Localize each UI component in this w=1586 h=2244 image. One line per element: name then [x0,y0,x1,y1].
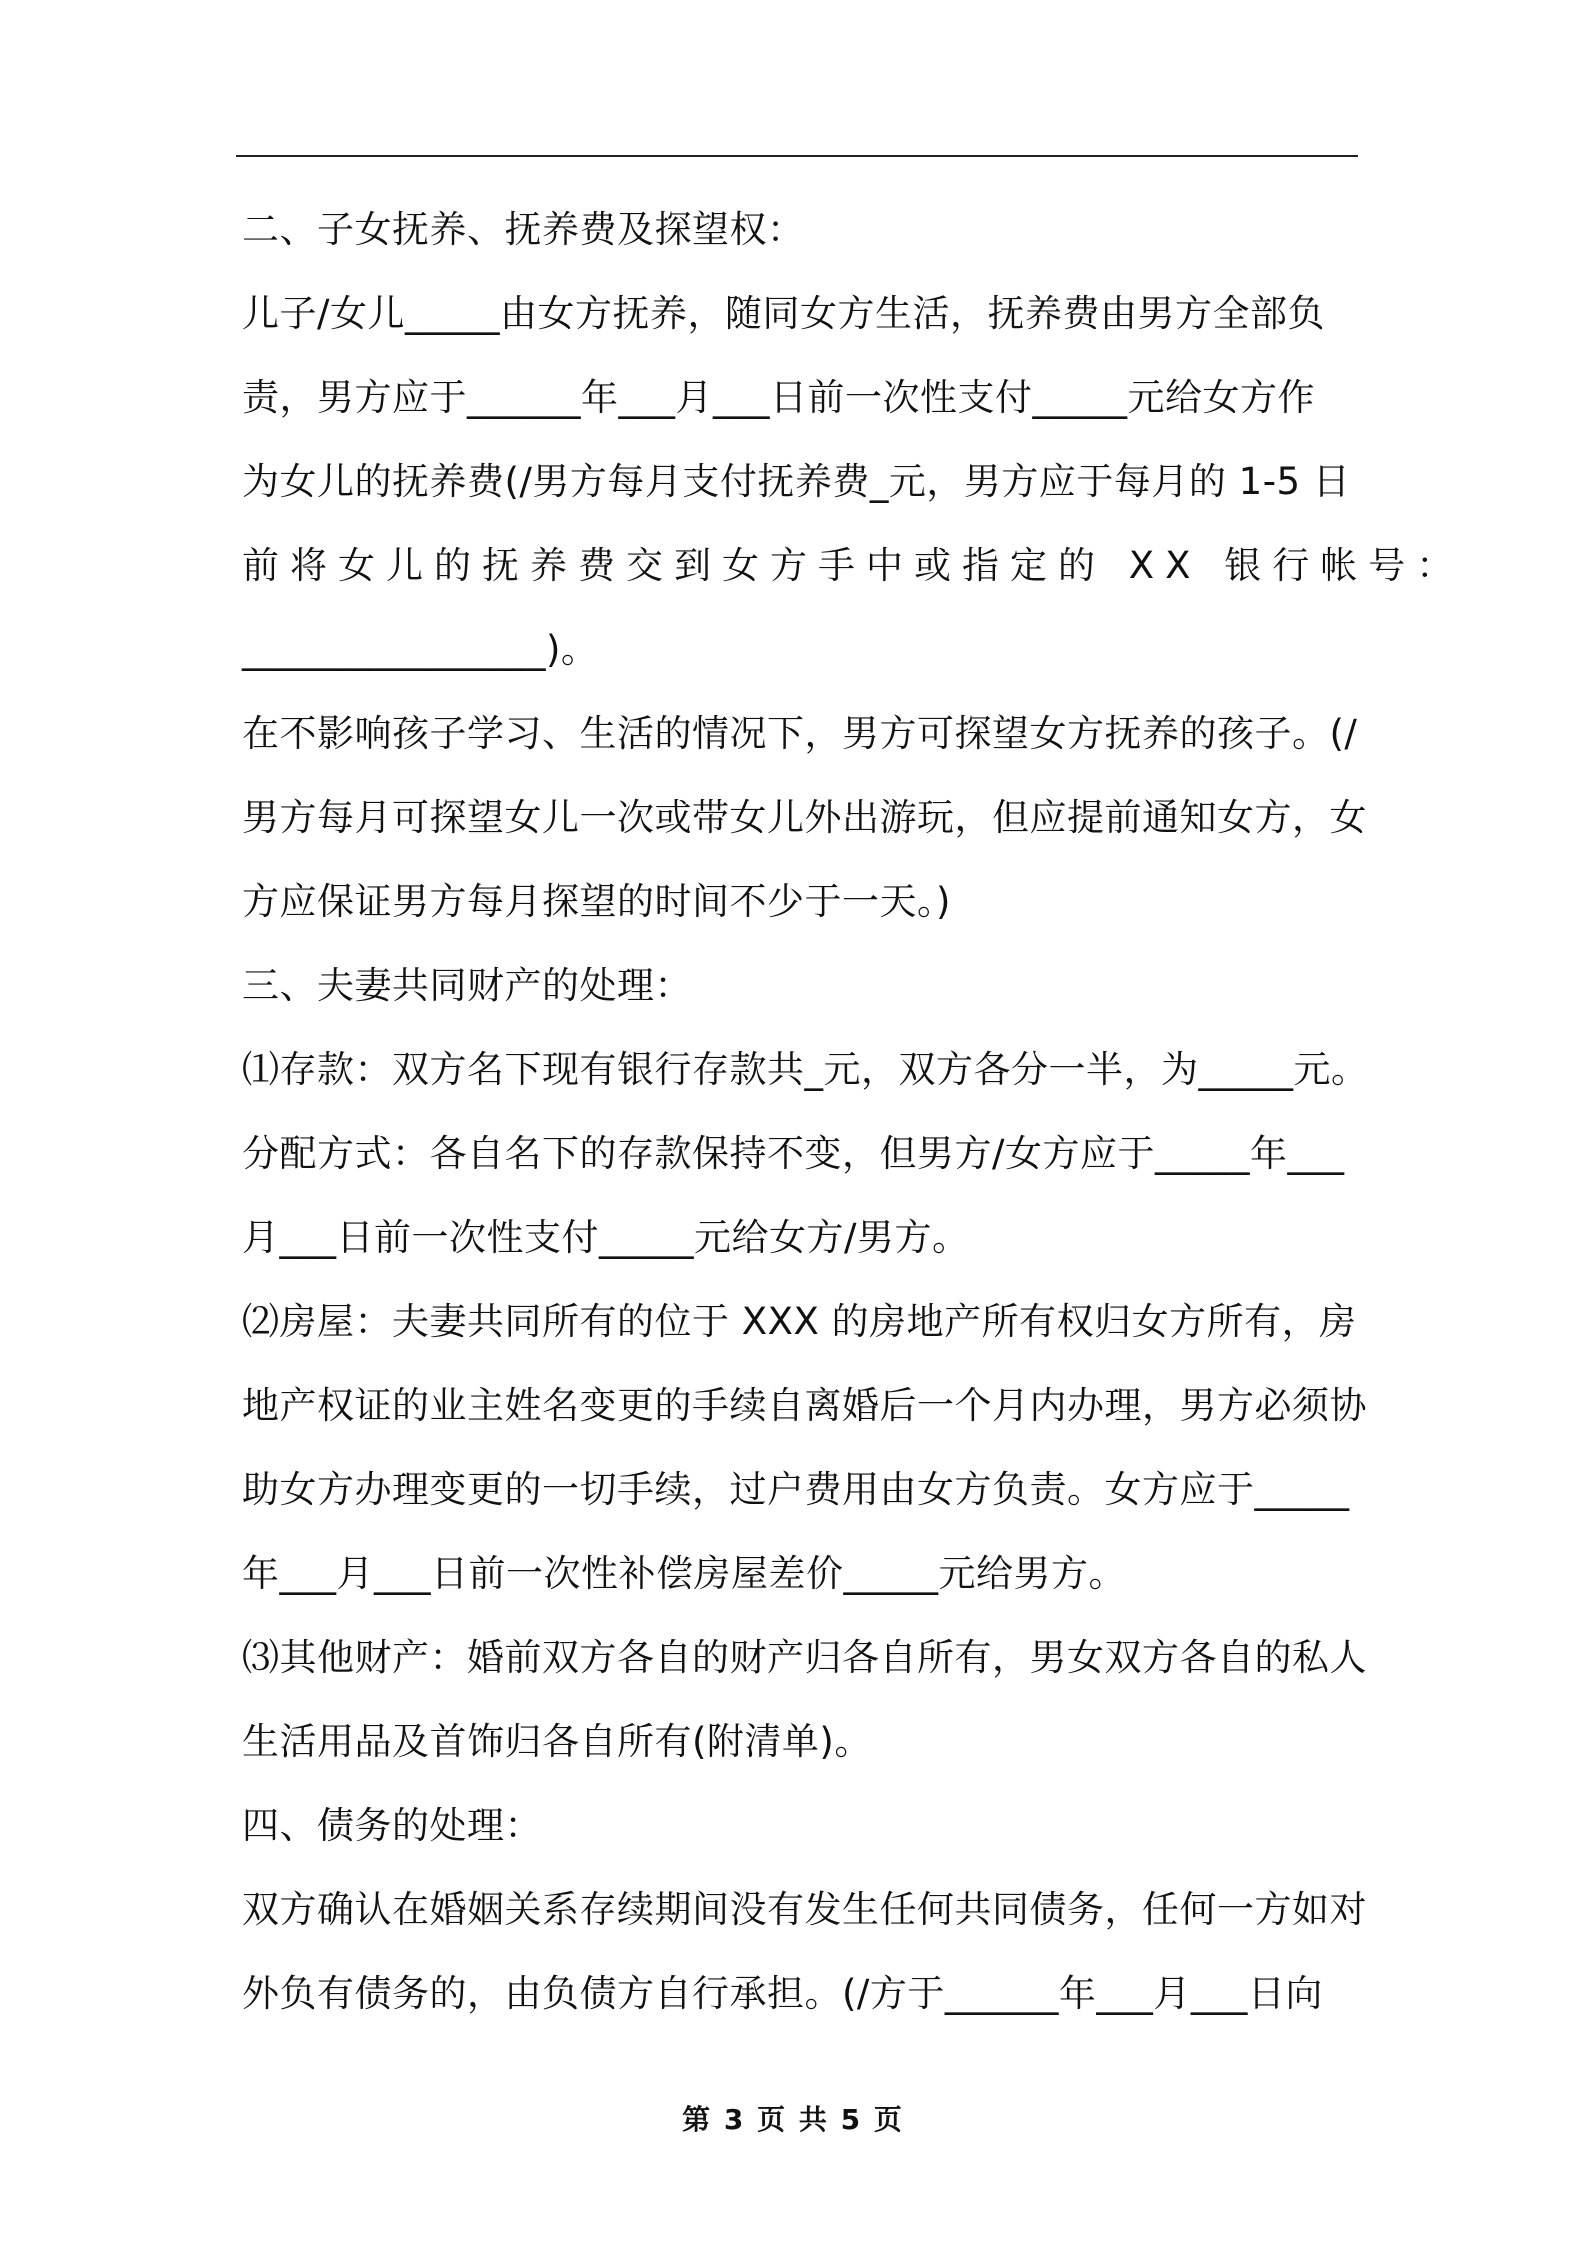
paragraph-line: 月___日前一次性支付_____元给女方/男方。 [242,1216,970,1259]
page-number: 第 3 页 共 5 页 [682,2103,904,2136]
paragraph-line: ⑴存款：双方名下现有银行存款共_元，双方各分一半，为_____元。 [242,1048,1369,1091]
section-heading-joint-property: 三、夫妻共同财产的处理： [242,964,692,1007]
paragraph-line: 儿子/女儿_____由女方抚养，随同女方生活，抚养费由男方全部负 [242,292,1325,335]
paragraph-line: ⑵房屋：夫妻共同所有的位于 XXX 的房地产所有权归女方所有，房 [242,1300,1357,1343]
paragraph-line: 前将女儿的抚养费交到女方手中或指定的 XX 银行帐号： [242,544,1465,587]
paragraph-line: 分配方式：各自名下的存款保持不变，但男方/女方应于_____年___ [242,1132,1345,1175]
section-heading-debts: 四、债务的处理： [242,1804,542,1847]
paragraph-line: 外负有债务的，由负债方自行承担。(/方于______年___月___日向 [242,1972,1323,2015]
paragraph-line: 年___月___日前一次性补偿房屋差价_____元给男方。 [242,1552,1126,1595]
paragraph-line: 在不影响孩子学习、生活的情况下，男方可探望女方抚养的孩子。(/ [242,712,1358,755]
paragraph-line: ⑶其他财产：婚前双方各自的财产归各自所有，男女双方各自的私人 [242,1636,1367,1679]
paragraph-line: 助女方办理变更的一切手续，过户费用由女方负责。女方应于_____ [242,1468,1350,1511]
paragraph-line: 男方每月可探望女儿一次或带女儿外出游玩，但应提前通知女方，女 [242,796,1367,839]
section-heading-child-custody: 二、子女抚养、抚养费及探望权： [242,208,805,251]
paragraph-line: 双方确认在婚姻关系存续期间没有发生任何共同债务，任何一方如对 [242,1888,1367,1931]
paragraph-line: ________________)。 [242,628,599,671]
paragraph-line: 为女儿的抚养费(/男方每月支付抚养费_元，男方应于每月的 1-5 日 [242,460,1351,503]
paragraph-line: 方应保证男方每月探望的时间不少于一天。) [242,880,951,923]
header-rule [236,155,1358,157]
paragraph-line: 地产权证的业主姓名变更的手续自离婚后一个月内办理，男方必须协 [242,1384,1367,1427]
paragraph-line: 责，男方应于______年___月___日前一次性支付_____元给女方作 [242,376,1315,419]
paragraph-line: 生活用品及首饰归各自所有(附清单)。 [242,1720,872,1763]
